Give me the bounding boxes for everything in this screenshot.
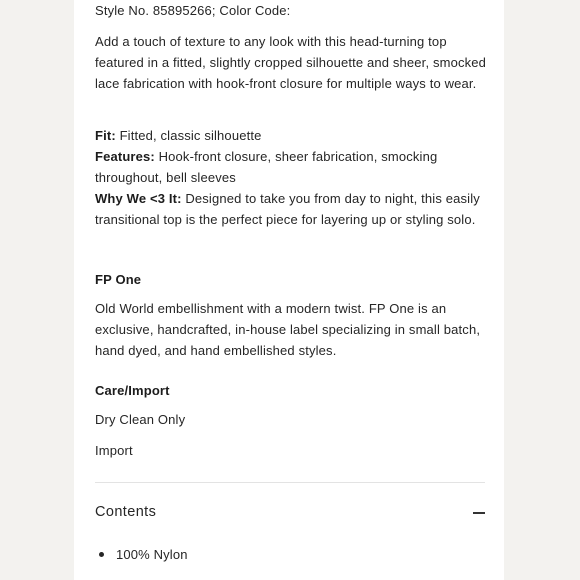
style-number: Style No. 85895266; Color Code: bbox=[95, 3, 291, 18]
spec-fit-text: Fitted, classic silhouette bbox=[115, 128, 262, 143]
contents-list bbox=[95, 544, 188, 565]
bullet-icon bbox=[99, 552, 104, 557]
product-description: Add a touch of texture to any look with this head-turning top featured in a fitted, slightly cropped silhouette and sheer, smocked lace fabrication with hook-front closure for multiple ways to wear. bbox=[95, 34, 487, 91]
fp-one-description: Old World embellishment with a modern twist. FP One is an exclusive, handcrafted, in-house label specializing in small batch, hand dyed, and hand embellished styles. bbox=[95, 301, 481, 358]
spec-why-text: Designed to take you from day to night, this easily transitional top is the perfect piece for layering up or styling solo. bbox=[95, 191, 480, 227]
care-instruction: Dry Clean Only bbox=[95, 412, 186, 427]
minus-icon bbox=[473, 512, 485, 514]
spec-features-text: Hook-front closure, sheer fabrication, smocking throughout, bell sleeves bbox=[95, 149, 438, 185]
spec-fit-label: Fit: bbox=[95, 128, 116, 143]
spec-why-label: Why We <3 It: bbox=[95, 191, 182, 206]
spec-features bbox=[95, 146, 487, 188]
fp-one-heading: FP One bbox=[95, 272, 142, 287]
section-divider bbox=[95, 482, 485, 483]
import-note: Import bbox=[95, 443, 133, 458]
spec-why-we-love-it bbox=[95, 188, 487, 230]
care-import-heading: Care/Import bbox=[95, 383, 170, 398]
product-specs bbox=[95, 125, 487, 230]
contents-accordion-toggle[interactable] bbox=[95, 500, 485, 526]
contents-title: Contents bbox=[95, 504, 157, 520]
spec-fit bbox=[95, 125, 487, 146]
list-item bbox=[95, 544, 188, 565]
spec-features-label: Features: bbox=[95, 149, 155, 164]
contents-item-text: 100% Nylon bbox=[116, 547, 188, 562]
product-details-panel bbox=[74, 0, 504, 580]
